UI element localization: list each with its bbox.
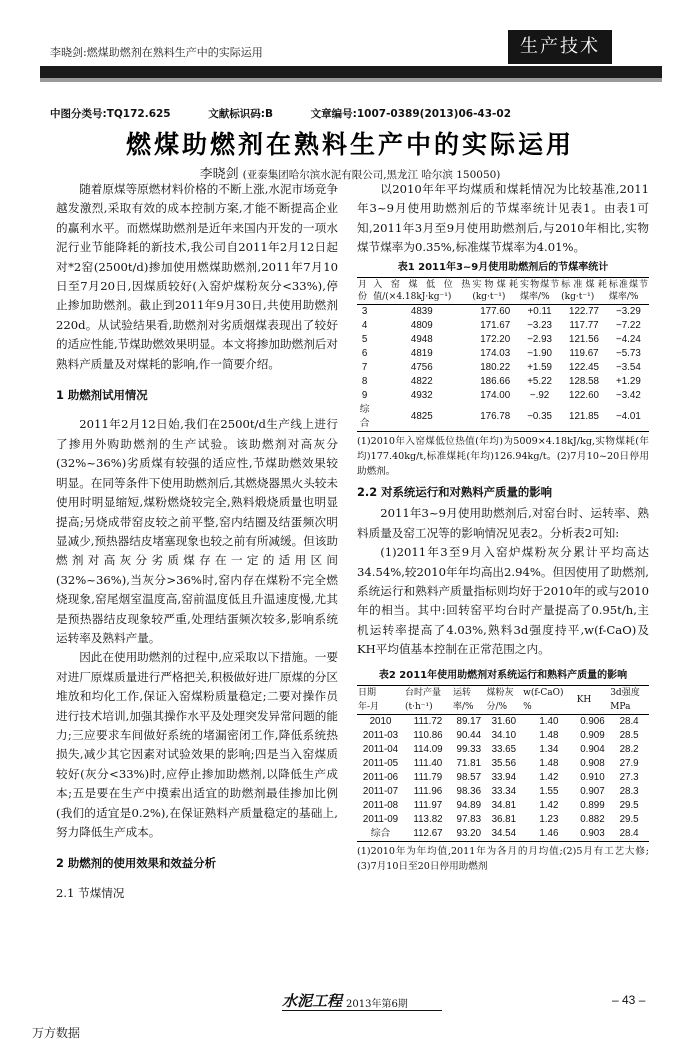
left-column: [56, 180, 338, 903]
author-affiliation: (亚泰集团哈尔滨水泥有限公司,黑龙江 哈尔滨 150050): [242, 169, 501, 181]
table-1: [357, 277, 649, 432]
table-2-header: 率/%: [453, 702, 474, 713]
table-2-row: 2011-08 111.97 94.89 34.81 1.42 0.899 29.5: [362, 800, 639, 812]
journal-issue: 2013年第6期: [346, 999, 408, 1010]
section-1-paragraph-1: 2011年2月12日始,我们在2500t/d生产线上进行了掺用外购助燃剂的生产试验。该助燃剂对高灰分(32%~36%)劣质煤有较强的适应性,节煤助燃效果较明显。在同等条件下使用助燃剂后,其燃烧器黑火头较未使用时明显缩短,煤粉燃烧较完全,熟料煅烧质量也明显提高;另烧成带窑皮较之前平整,窑内结圈及结蛋频次明显减少,预热器结皮堵塞现象也较之前有所减缓。但该助燃剂对高灰分劣质煤存在一定的适用区间(32%~36%),当灰分>36%时,窑内存在煤粉不完全燃烧现象,窑尾烟室温度高,窑前温度低且升温速度慢,尤其是预热器结皮现象较严重,处理结蛋频次较多,影响系统运转率及熟料产量。: [56, 417, 338, 645]
article-meta: [50, 106, 545, 121]
table-1-header: 标准煤节煤率/%: [608, 280, 648, 303]
table-2-row: 2011-06 111.79 98.57 33.94 1.42 0.910 27.3: [362, 772, 639, 784]
table-2-header: 煤粉灰: [486, 688, 514, 699]
table-1-note: (1)2010年入窑煤低位热值(年均)为5009×4.18kJ/kg,实物煤耗(年均)177.40kg/t,标准煤耗(年均)126.94kg/t。(2)7月10~20日停用助燃剂。: [357, 436, 649, 478]
running-header: 李晓剑:燃煤助燃剂在熟料生产中的实际运用: [50, 46, 263, 59]
right-column: [357, 180, 649, 878]
section-2-2-paragraph-1: 2011年3~9月使用助燃剂后,对窑台时、运转率、熟料质量及窑工况等的影响情况见表2。分析表2可知:: [357, 506, 649, 540]
author-name: 李晓剑: [199, 167, 239, 182]
document-code: 文献标识码:B: [208, 108, 273, 120]
table-1-row: 3 4839 177.60 +0.11 122.77 −3.29: [361, 306, 641, 318]
class-number: 中图分类号:TQ172.625: [50, 108, 171, 120]
table-1-row: 综合 4825 176.78 −0.35 121.85 −4.01: [357, 403, 649, 432]
article-number: 文章编号:1007-0389(2013)06-43-02: [310, 108, 512, 120]
table-2-row: 2010 111.72 89.17 31.60 1.40 0.906 28.4: [369, 716, 639, 728]
table-2-header: 日期: [358, 688, 377, 699]
section-2-2-paragraph-2: (1)2011年3至9月入窑炉煤粉灰分累计平均高达34.54%,较2010年年均高出2.94%。但因使用了助燃剂,系统运行和熟料产质量指标则均好于2010年的或与2010年的相当。其中:回转窑平均台时产量提高了0.95t/h,主机运转率提高了4.03%,熟料3d强度持平,w(f-CaO)及KH平均值基本控制在正常范围之内。: [357, 545, 649, 657]
table-2-row: 2011-05 111.40 71.81 35.56 1.48 0.908 27.9: [362, 758, 639, 770]
table-1-header: 实物煤耗(kg·t⁻¹): [472, 280, 519, 303]
table-1-row: 5 4948 172.20 −2.93 121.56 −4.24: [361, 334, 641, 346]
intro-paragraph: 随着原煤等原燃材料价格的不断上涨,水泥市场竞争越发激烈,采取有效的成本控制方案,才能不断提高企业的赢利水平。而燃煤助燃剂是近年来国内开发的一项水泥行业节能降耗的新技术,我公司自2011年2月12日起对*2窑(2500t/d)掺加使用燃煤助燃剂,2011年7月10日至7月20日,因煤质较好(入窑炉煤粉灰分<33%),停止掺加助燃剂。截止到2011年9月30日,共使用助燃剂220d。从试验结果看,助燃剂对劣质烟煤表现出了较好的适应性能,节煤助燃效果明显。本文将掺加助燃剂后对熟料产质量及对煤耗的影响,作一简要介绍。: [56, 182, 338, 371]
table-2-header: w(f-CaO): [523, 688, 564, 699]
table-1-header: 入窑煤低位热值/(×4.18kJ·kg⁻¹): [373, 280, 471, 303]
table-2-row: 2011-09 113.82 97.83 36.81 1.23 0.882 29.5: [362, 814, 639, 826]
section-1-heading: 1 助燃剂试用情况: [56, 388, 148, 403]
watermark: 万方数据: [32, 1026, 81, 1040]
section-label: 生产技术: [508, 30, 612, 64]
table-1-row: 4 4809 171.67 −3.23 117.77 −7.22: [361, 320, 641, 332]
section-2-1-heading: 2.1 节煤情况: [56, 885, 125, 900]
section-2-1-paragraph: 以2010年年平均煤质和煤耗情况为比较基准,2011年3~9月使用助燃剂后的节煤率统计见表1。由表1可知,2011年3月至9月使用助燃剂后,与2010年相比,实物煤节煤率为0.35%,标准煤节煤率为4.01%。: [357, 182, 649, 255]
table-1-header: 月份: [358, 280, 368, 303]
table-2-note: (1)2010年为年均值,2011年为各月的月均值;(2)5月有工艺大修;(3)7月10日至20日停用助燃剂: [357, 846, 649, 873]
journal-name: 水泥工程: [282, 992, 343, 1010]
table-1-row: 7 4756 180.22 +1.59 122.45 −3.54: [361, 362, 641, 374]
table-1-header: 标准煤耗(kg·t⁻¹): [561, 280, 607, 303]
header-stripe: [40, 78, 662, 82]
table-2-header: 年-月: [358, 702, 380, 713]
header-band: [40, 66, 662, 78]
table-2-row: 2011-07 111.96 98.36 33.34 1.55 0.907 28.3: [362, 786, 639, 798]
table-1-caption: 表1 2011年3~9月使用助燃剂后的节煤率统计: [397, 261, 609, 273]
table-2-row: 2011-04 114.09 99.33 33.65 1.34 0.904 28.2: [362, 744, 639, 756]
section-2-2-heading: 2.2 对系统运行和对熟料产质量的影响: [357, 485, 553, 500]
article-title: 燃煤助燃剂在熟料生产中的实际运用: [125, 130, 574, 159]
section-2-heading: 2 助燃剂的使用效果和效益分析: [56, 856, 216, 871]
table-2-header: KH: [576, 686, 610, 715]
table-1-header: 实物煤节煤率/%: [520, 280, 560, 303]
table-1-row: 6 4819 174.03 −1.90 119.67 −5.73: [361, 348, 641, 360]
table-2-header: %: [523, 702, 532, 713]
table-2-header: 运转: [453, 688, 472, 699]
table-2: [357, 685, 649, 842]
table-2-header: 3d强度: [610, 688, 640, 699]
table-2-header: 台时产量: [405, 688, 442, 699]
table-2-header: 分/%: [486, 702, 508, 713]
table-2-header: (t·h⁻¹): [405, 702, 433, 713]
table-2-row: 综合 112.67 93.20 34.54 1.46 0.903 28.4: [357, 827, 649, 842]
section-1-paragraph-2: 因此在使用助燃剂的过程中,应采取以下措施。一要对进厂原煤质量进行严格把关,积极做好进厂原煤的分区堆放和均化工作,保证入窑煤粉质量稳定;二要对操作员进行技术培训,加强其操作水平及处理突发异常问题的能力;三应要求车间做好系统的堵漏密闭工作,降低系统热损失,减少其它因素对试验效果的影响;四是当入窑煤质较好(灰分<33%)时,应停止掺加助燃剂,以降低生产成本;五是要在生产中摸索出适宜的助燃剂最佳掺加比例(我们的适宜是0.2%),在保证熟料产质量稳定的基础上,努力降低生产成本。: [56, 650, 338, 839]
table-2-row: 2011-03 110.86 90.44 34.10 1.48 0.909 28.5: [362, 730, 639, 742]
table-1-row: 9 4932 174.00 −.92 122.60 −3.42: [361, 390, 641, 402]
table-1-row: 8 4822 186.66 +5.22 128.58 +1.29: [361, 376, 641, 388]
page-number: – 43 –: [612, 993, 646, 1007]
table-2-caption: 表2 2011年使用助燃剂对系统运行和熟料产质量的影响: [378, 669, 628, 681]
table-2-header: MPa: [610, 702, 631, 713]
